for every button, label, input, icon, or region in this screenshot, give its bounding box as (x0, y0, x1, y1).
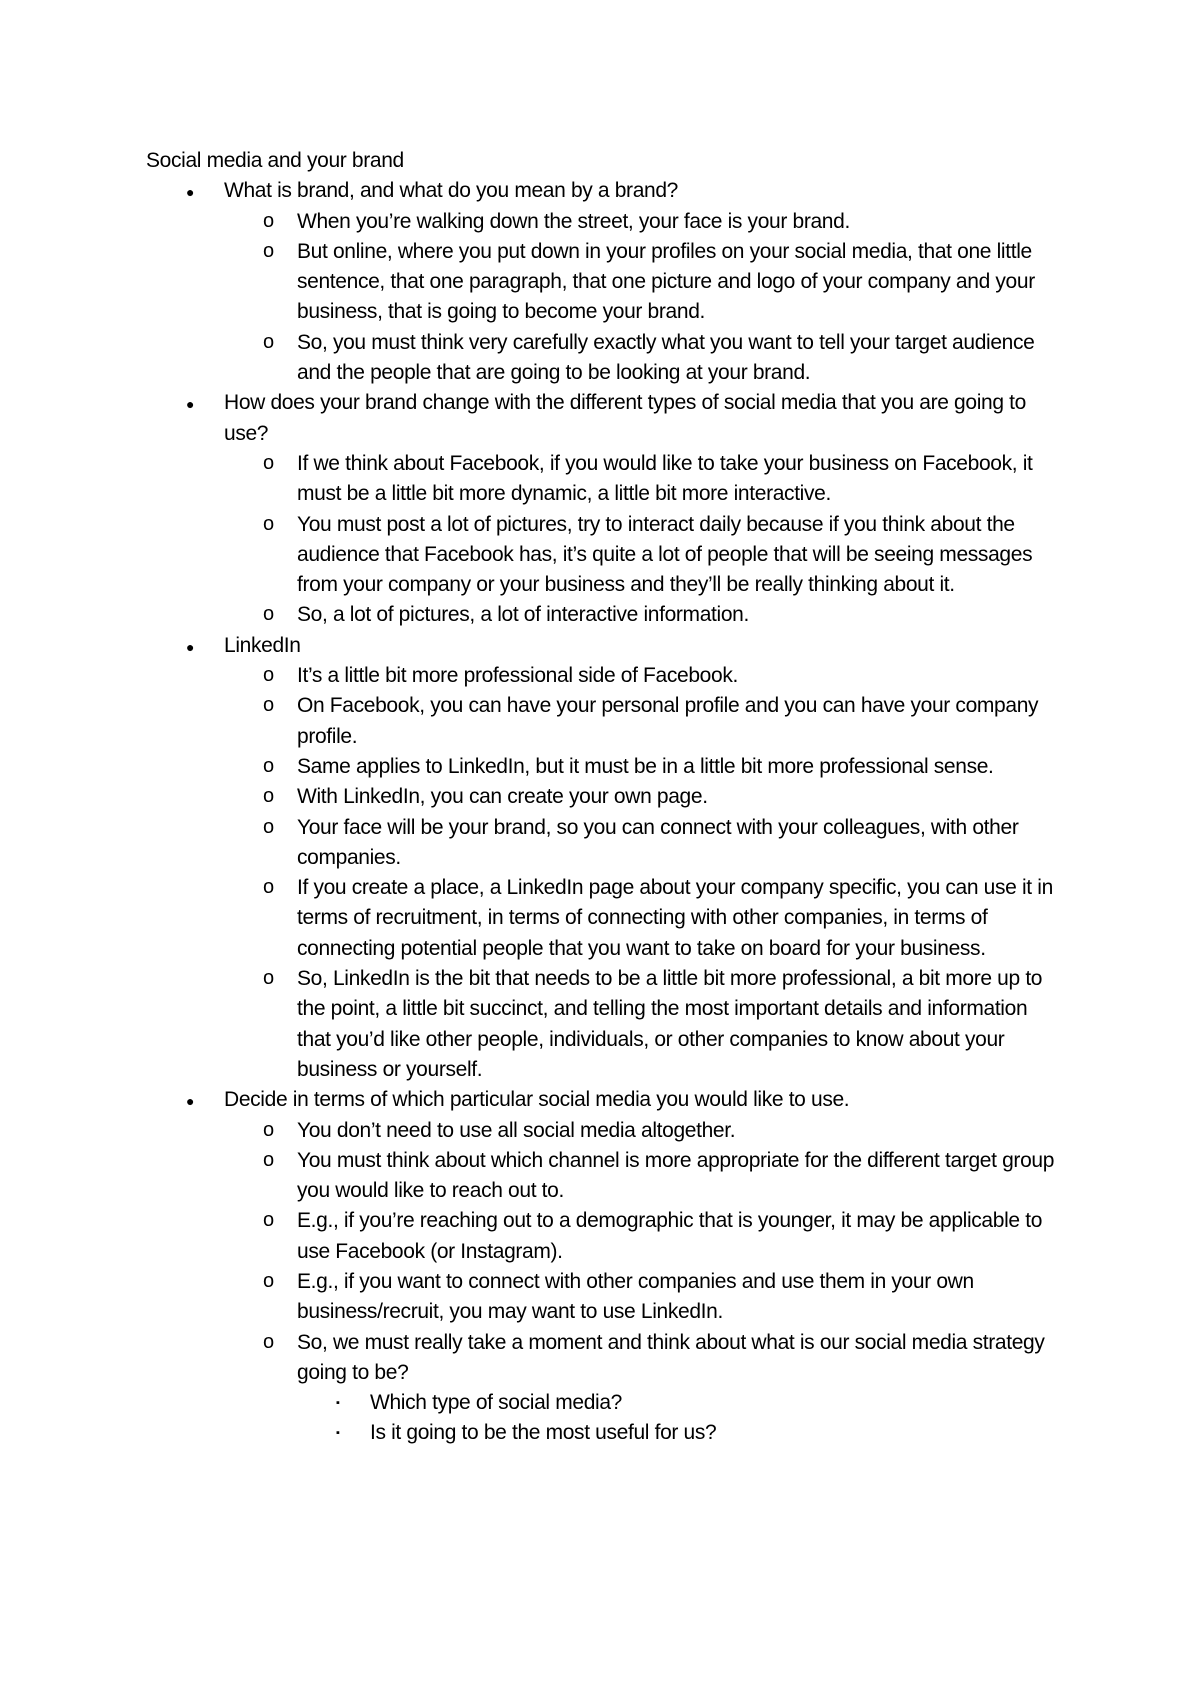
nested-list-item (146, 1418, 1066, 1448)
sub-list-item (146, 813, 1066, 874)
sub-list-item (146, 1328, 1066, 1449)
circle-bullet-icon: o (263, 785, 274, 808)
sub-list-item (146, 510, 1066, 601)
sub-list-item (146, 661, 1066, 691)
sub-list (146, 207, 1066, 389)
sub-list (146, 1116, 1066, 1449)
bullet-list (146, 176, 1066, 1448)
sub-list (146, 449, 1066, 631)
sub-list-item (146, 1267, 1066, 1328)
sub-list-item (146, 328, 1066, 389)
sub-list-item (146, 782, 1066, 812)
list-item (146, 1085, 1066, 1449)
sub-list-item (146, 1116, 1066, 1146)
sub-list-item (146, 237, 1066, 328)
circle-bullet-icon: o (263, 967, 274, 990)
sub-list-item-text: So, you must think very carefully exactly what you want to tell your target audience and the people that are going to be looking at your brand. (297, 330, 1035, 385)
sub-list-item-text: On Facebook, you can have your personal profile and you can have your company profile. (297, 694, 1039, 748)
circle-bullet-icon: o (263, 1330, 274, 1353)
list-item-text: How does your brand change with the different types of social media that you are going to use? (224, 391, 1026, 445)
page-title: Social media and your brand (146, 149, 404, 172)
sub-list-item (146, 691, 1066, 752)
circle-bullet-icon: o (263, 209, 274, 232)
sub-list-item-text: It’s a little bit more professional side of Facebook. (297, 664, 738, 688)
sub-list (146, 661, 1066, 1085)
list-item (146, 176, 1066, 388)
square-bullet-icon: ▪ (336, 1397, 340, 1410)
circle-bullet-icon: o (263, 1209, 274, 1232)
nested-list-item-text: Is it going to be the most useful for us? (370, 1421, 717, 1445)
sub-list-item-text: When you’re walking down the street, your face is your brand. (297, 209, 850, 233)
bullet-icon: ● (186, 396, 195, 413)
sub-list-item-text: But online, where you put down in your profiles on your social media, that one little sentence, that one paragraph, that one picture and logo of your company and your business, that is going to become your brand. (297, 239, 1035, 324)
sub-list-item-text: So, we must really take a moment and think about what is our social media strategy going to be? (297, 1330, 1045, 1384)
list-item-text: What is brand, and what do you mean by a brand? (224, 179, 679, 203)
sub-list-item (146, 1146, 1066, 1207)
sub-list-item-text: With LinkedIn, you can create your own page. (297, 785, 708, 809)
list-item (146, 631, 1066, 1085)
bullet-icon: ● (186, 184, 195, 201)
sub-list-item-text: So, a lot of pictures, a lot of interactive information. (297, 603, 749, 627)
list-item (146, 388, 1066, 630)
circle-bullet-icon: o (263, 239, 274, 262)
nested-list-item-text: Which type of social media? (370, 1391, 623, 1415)
sub-list-item-text: E.g., if you’re reaching out to a demographic that is younger, it may be applicable to use Facebook (or Instagram). (297, 1209, 1043, 1263)
bullet-icon: ● (186, 1093, 195, 1110)
sub-list-item-text: If you create a place, a LinkedIn page about your company specific, you can use it in terms of recruitment, in terms of connecting with other companies, in terms of connecting potential people that you want to take on board for your business. (297, 876, 1053, 960)
sub-list-item (146, 207, 1066, 237)
circle-bullet-icon: o (263, 815, 274, 838)
circle-bullet-icon: o (263, 451, 274, 474)
sub-list-item (146, 1206, 1066, 1267)
document-body (146, 146, 1066, 1449)
circle-bullet-icon: o (263, 664, 274, 687)
bullet-icon: ● (186, 638, 195, 655)
circle-bullet-icon: o (263, 876, 274, 899)
circle-bullet-icon: o (263, 330, 274, 353)
sub-list-item (146, 964, 1066, 1085)
circle-bullet-icon: o (263, 754, 274, 777)
sub-list-item (146, 752, 1066, 782)
sub-list-item-text: So, LinkedIn is the bit that needs to be a little bit more professional, a bit more up to the point, a little bit succinct, and telling the most important details and information that you’d like other people, individuals, or other companies to know about your business or yourself. (297, 967, 1043, 1081)
nested-sub-list (146, 1388, 1066, 1449)
sub-list-item (146, 600, 1066, 630)
list-item-text: LinkedIn (224, 633, 301, 657)
sub-list-item-text: E.g., if you want to connect with other companies and use them in your own business/recruit, you may want to use LinkedIn. (297, 1269, 974, 1324)
sub-list-item-text: Your face will be your brand, so you can connect with your colleagues, with other companies. (297, 815, 1019, 869)
circle-bullet-icon: o (263, 512, 274, 535)
sub-list-item (146, 873, 1066, 964)
sub-list-item (146, 449, 1066, 510)
circle-bullet-icon: o (263, 1148, 274, 1171)
circle-bullet-icon: o (263, 1118, 274, 1141)
nested-list-item (146, 1388, 1066, 1418)
square-bullet-icon: ▪ (336, 1427, 340, 1440)
sub-list-item-text: Same applies to LinkedIn, but it must be in a little bit more professional sense. (297, 754, 994, 778)
list-item-text: Decide in terms of which particular social media you would like to use. (224, 1088, 850, 1112)
circle-bullet-icon: o (263, 603, 274, 626)
circle-bullet-icon: o (263, 1269, 274, 1292)
sub-list-item-text: You don’t need to use all social media altogether. (297, 1118, 736, 1142)
sub-list-item-text: If we think about Facebook, if you would like to take your business on Facebook, it must be a little bit more dynamic, a little bit more interactive. (297, 451, 1033, 506)
sub-list-item-text: You must post a lot of pictures, try to interact daily because if you think about the audience that Facebook has, it’s quite a lot of people that will be seeing messages from your company or your business and they’ll be really thinking about it. (297, 512, 1033, 597)
circle-bullet-icon: o (263, 694, 274, 717)
sub-list-item-text: You must think about which channel is more appropriate for the different target group you would like to reach out to. (297, 1148, 1055, 1203)
